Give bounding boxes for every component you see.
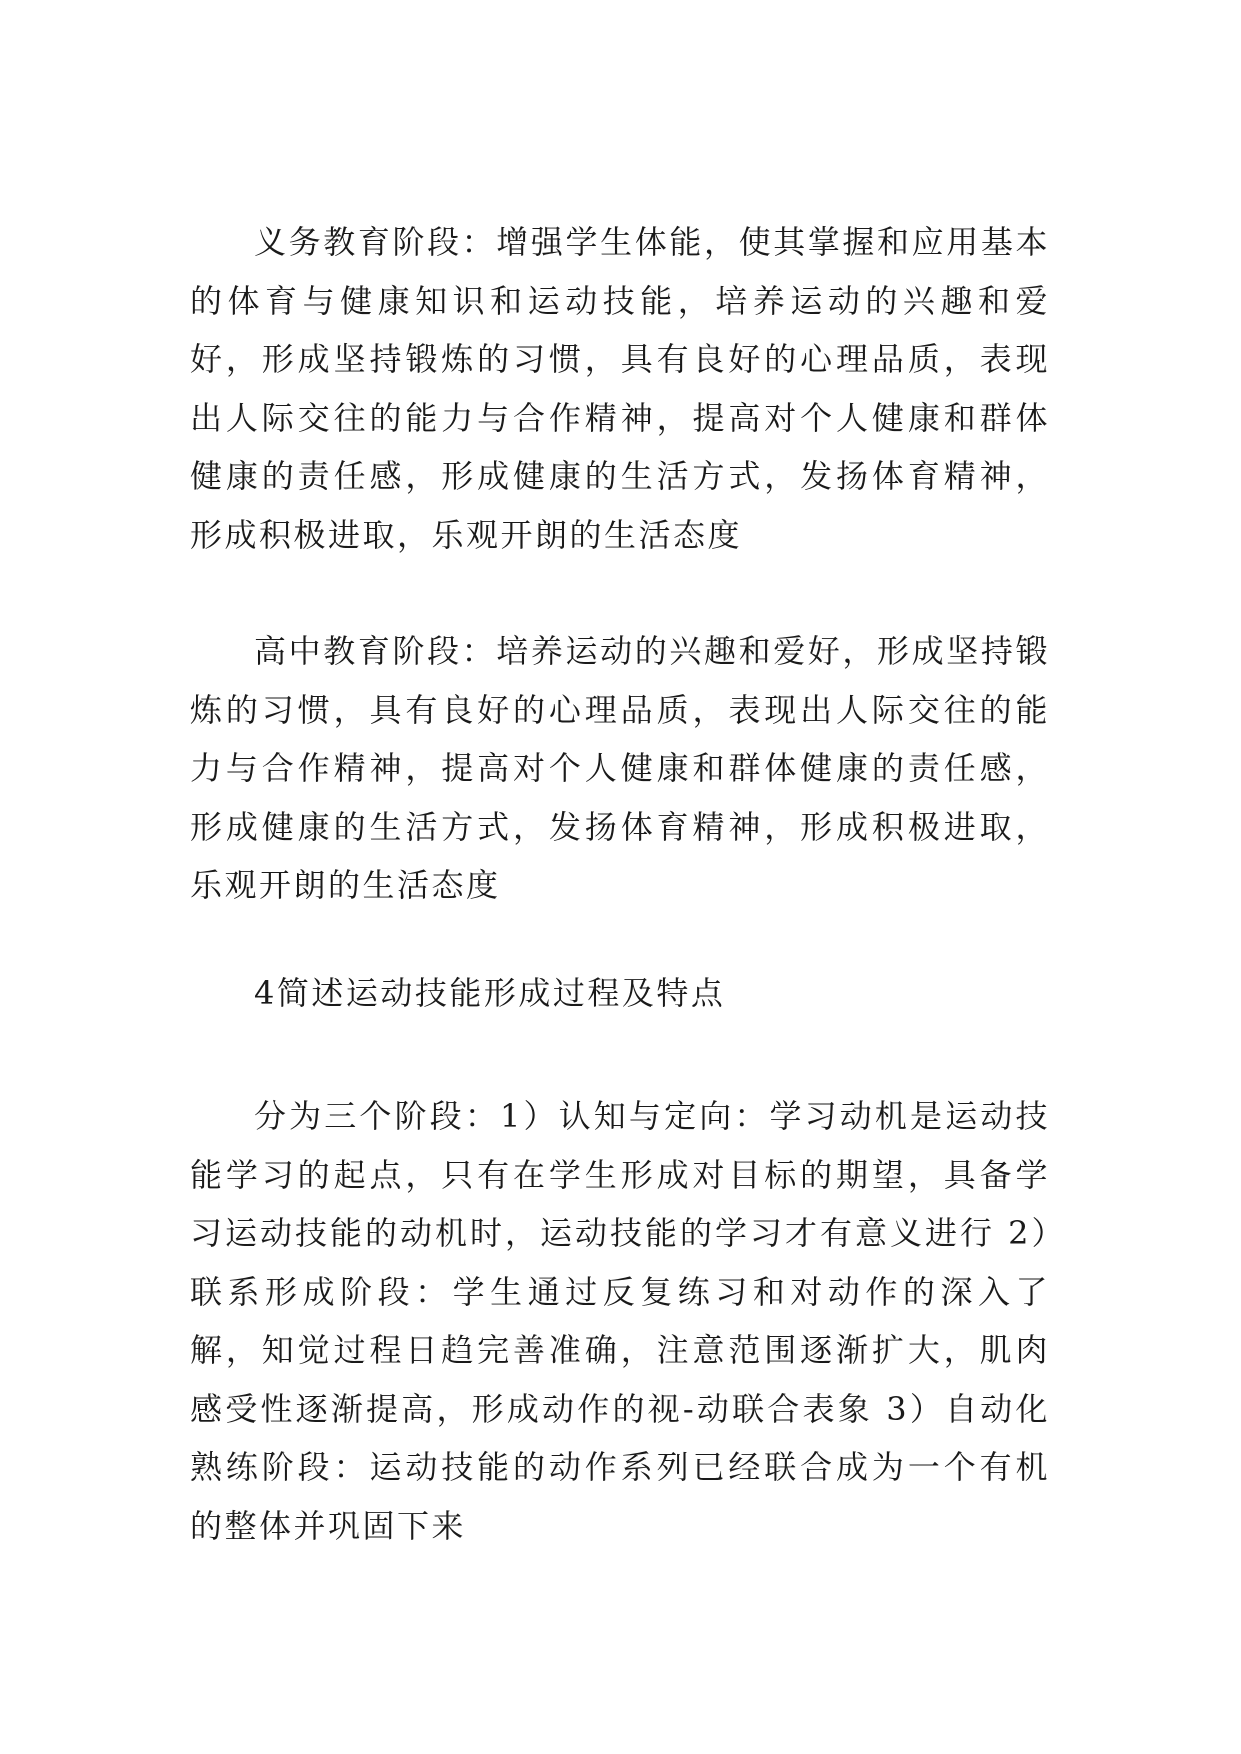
paragraph-compulsory-education: 义务教育阶段：增强学生体能，使其掌握和应用基本的体育与健康知识和运动技能，培养运动的兴趣和爱好，形成坚持锻炼的习惯，具有良好的心理品质，表现出人际交往的能力与合作精神，提高对个人健康和群体健康的责任感，形成健康的生活方式，发扬体育精神，形成积极进取，乐观开朗的生活态度: [190, 223, 1050, 554]
section-heading-motor-skill-formation: 4简述运动技能形成过程及特点: [254, 974, 726, 1012]
paragraph-high-school-education: 高中教育阶段：培养运动的兴趣和爱好，形成坚持锻炼的习惯，具有良好的心理品质，表现出人际交往的能力与合作精神，提高对个人健康和群体健康的责任感，形成健康的生活方式，发扬体育精神，形成积极进取，乐观开朗的生活态度: [190, 632, 1050, 904]
paragraph-three-stages: 分为三个阶段：1）认知与定向：学习动机是运动技能学习的起点，只有在学生形成对目标的期望，具备学习运动技能的动机时，运动技能的学习才有意义进行 2）联系形成阶段：学生通过反复练习和对动作的深入了解，知觉过程日趋完善准确，注意范围逐渐扩大，肌肉感受性逐渐提高，形成动作的视-动联合表象 3）自动化熟练阶段：运动技能的动作系列已经联合成为一个有机的整体并巩固下来: [190, 1097, 1050, 1545]
